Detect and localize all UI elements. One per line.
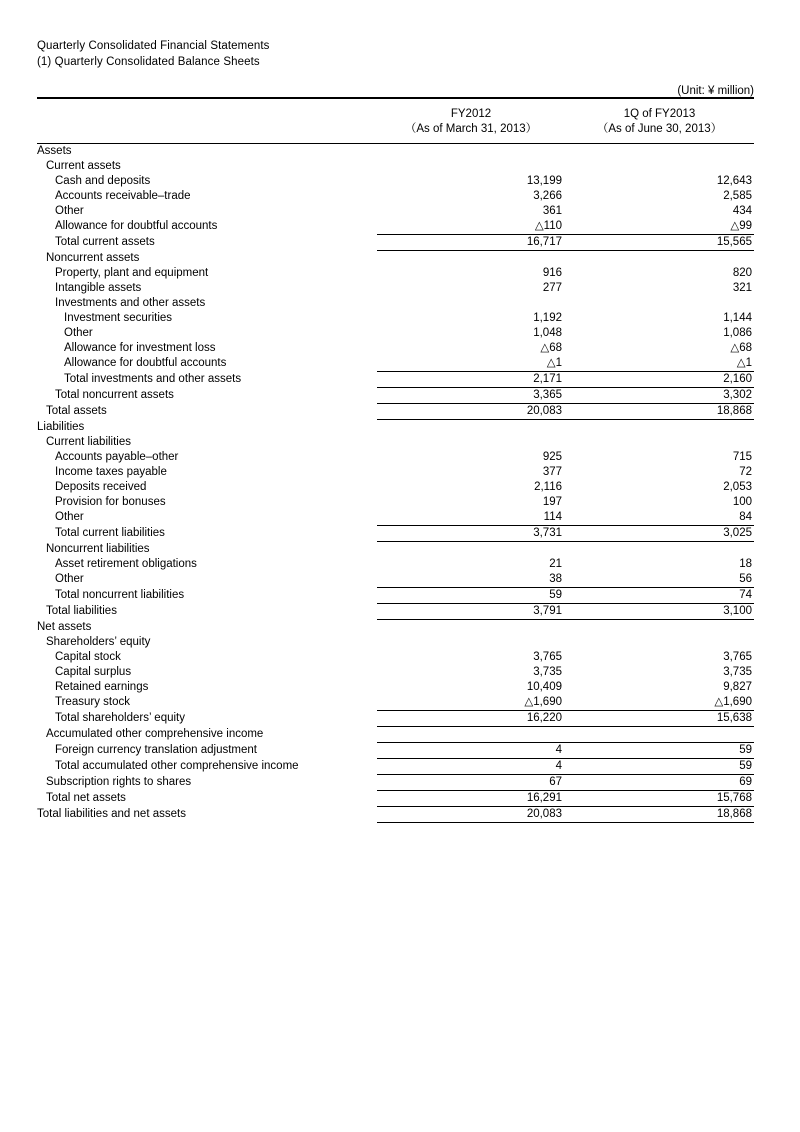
row-value-fy2012 — [377, 251, 565, 267]
row-label: Total current liabilities — [55, 527, 165, 539]
table-row — [37, 372, 754, 388]
row-value-1q-fy2013: △1 — [736, 357, 752, 369]
row-value-fy2012 — [377, 435, 565, 450]
row-value-1q-fy2013 — [565, 251, 754, 267]
row-label: Total current assets — [55, 236, 155, 248]
row-value-fy2012: 2,171 — [377, 372, 565, 388]
row-value-1q-fy2013 — [565, 635, 754, 650]
column-header-fy2012-title: FY2012 — [450, 108, 492, 120]
row-value-1q-fy2013 — [565, 542, 754, 558]
row-value-fy2012 — [377, 420, 565, 436]
row-value-fy2012: 16,220 — [377, 711, 565, 727]
row-value-fy2012: 114 — [543, 511, 562, 523]
column-header-1q-fy2013-date: （As of June 30, 2013） — [596, 123, 723, 135]
table-row — [37, 388, 754, 404]
row-value-fy2012: 916 — [542, 267, 562, 279]
row-label: Allowance for doubtful accounts — [55, 220, 218, 233]
row-label: Intangible assets — [55, 282, 142, 294]
row-label: Cash and deposits — [55, 175, 151, 187]
row-value-1q-fy2013: 820 — [732, 267, 752, 279]
table-row — [37, 542, 754, 558]
row-value-fy2012: 16,291 — [377, 791, 565, 807]
row-value-1q-fy2013: △1,690 — [714, 696, 752, 708]
table-row — [37, 791, 754, 807]
table-row — [37, 775, 754, 791]
row-value-fy2012 — [377, 144, 565, 159]
table-row — [37, 807, 754, 823]
row-value-fy2012: 1,048 — [533, 327, 562, 339]
balance-sheet-table — [37, 97, 754, 823]
row-label: Total accumulated other comprehensive income — [55, 760, 299, 772]
row-value-1q-fy2013: 59 — [565, 759, 754, 775]
column-header-label-blank — [37, 99, 377, 144]
row-value-fy2012 — [377, 542, 565, 558]
table-row — [37, 204, 754, 219]
row-value-1q-fy2013: 3,025 — [565, 526, 754, 542]
row-value-1q-fy2013 — [565, 727, 754, 743]
row-value-1q-fy2013: 15,638 — [565, 711, 754, 727]
row-label: Treasury stock — [55, 696, 130, 709]
row-value-fy2012: 377 — [542, 466, 562, 478]
table-row — [37, 219, 754, 235]
row-value-fy2012: 925 — [542, 451, 562, 463]
row-value-1q-fy2013: △99 — [730, 220, 752, 232]
row-label: Investments and other assets — [55, 297, 206, 309]
column-header-1q-fy2013-title: 1Q of FY2013 — [623, 108, 696, 120]
table-row — [37, 695, 754, 711]
row-value-1q-fy2013: 12,643 — [716, 175, 752, 187]
row-value-1q-fy2013: △68 — [730, 342, 752, 354]
row-value-1q-fy2013: 321 — [732, 282, 752, 294]
table-row — [37, 588, 754, 604]
row-value-fy2012: 13,199 — [526, 175, 562, 187]
row-value-1q-fy2013 — [565, 159, 754, 174]
row-value-fy2012: 20,083 — [377, 807, 565, 823]
row-value-1q-fy2013: 3,100 — [565, 604, 754, 620]
table-header — [37, 98, 754, 144]
row-value-1q-fy2013: 2,160 — [565, 372, 754, 388]
table-row — [37, 404, 754, 420]
table-row — [37, 665, 754, 680]
row-label: Noncurrent liabilities — [46, 542, 150, 555]
table-row — [37, 510, 754, 526]
row-value-fy2012: △110 — [534, 220, 562, 232]
document-titles — [37, 38, 637, 70]
row-value-fy2012: 4 — [377, 743, 565, 759]
table-row — [37, 680, 754, 695]
table-row — [37, 604, 754, 620]
row-label: Total shareholders’ equity — [55, 712, 185, 724]
row-value-1q-fy2013: 9,827 — [723, 681, 752, 693]
row-label: Accumulated other comprehensive income — [46, 728, 264, 740]
row-value-1q-fy2013 — [565, 435, 754, 450]
row-value-fy2012: 20,083 — [377, 404, 565, 420]
row-label: Investment securities — [64, 312, 173, 324]
table-row — [37, 572, 754, 588]
row-value-fy2012: 3,365 — [377, 388, 565, 404]
row-value-1q-fy2013: 72 — [739, 466, 752, 478]
table-row — [37, 450, 754, 465]
row-label: Other — [55, 205, 84, 217]
page-title: Quarterly Consolidated Financial Statements — [37, 40, 270, 52]
row-value-fy2012: 3,735 — [533, 666, 562, 678]
table-row — [37, 465, 754, 480]
table-row — [37, 326, 754, 341]
row-value-1q-fy2013: 1,144 — [723, 312, 752, 324]
row-value-fy2012: △1 — [546, 357, 562, 369]
table-row — [37, 296, 754, 311]
row-label: Total liabilities — [46, 605, 117, 617]
row-value-1q-fy2013: 2,053 — [723, 481, 752, 493]
table-row — [37, 174, 754, 189]
column-header-1q-fy2013 — [565, 99, 754, 144]
row-label: Deposits received — [55, 481, 147, 493]
row-value-fy2012: 3,266 — [533, 190, 562, 202]
row-label: Foreign currency translation adjustment — [55, 744, 257, 756]
row-label: Capital surplus — [55, 666, 132, 678]
row-value-fy2012: 2,116 — [534, 481, 562, 493]
row-label: Total investments and other assets — [64, 373, 242, 385]
row-label: Asset retirement obligations — [55, 558, 197, 570]
row-value-1q-fy2013: 15,565 — [565, 235, 754, 251]
row-value-fy2012 — [377, 620, 565, 636]
row-value-1q-fy2013 — [565, 144, 754, 159]
row-value-1q-fy2013: 84 — [739, 511, 752, 523]
row-label: Subscription rights to shares — [46, 776, 192, 788]
row-label: Assets — [37, 145, 72, 157]
table-row — [37, 251, 754, 267]
table-row — [37, 480, 754, 495]
row-label: Total assets — [46, 405, 107, 417]
column-header-fy2012-date: （As of March 31, 2013） — [404, 123, 538, 135]
row-label: Property, plant and equipment — [55, 267, 209, 279]
row-label: Other — [55, 511, 84, 524]
row-value-fy2012 — [377, 296, 565, 311]
row-label: Accounts receivable–trade — [55, 190, 191, 202]
table-row — [37, 435, 754, 450]
row-value-1q-fy2013: 715 — [732, 451, 752, 463]
table-row — [37, 620, 754, 636]
row-value-1q-fy2013: 1,086 — [723, 327, 752, 339]
row-value-fy2012: 38 — [549, 573, 562, 585]
table-row — [37, 743, 754, 759]
row-label: Allowance for doubtful accounts — [64, 357, 227, 370]
row-label: Total net assets — [46, 792, 126, 804]
row-value-1q-fy2013: 3,735 — [723, 666, 752, 678]
row-value-1q-fy2013: 15,768 — [565, 791, 754, 807]
header-labels-row — [37, 99, 754, 144]
row-value-1q-fy2013 — [565, 620, 754, 636]
row-value-1q-fy2013: 3,765 — [723, 651, 752, 663]
row-label: Net assets — [37, 620, 92, 633]
row-value-1q-fy2013: 434 — [732, 205, 752, 217]
row-label: Other — [64, 327, 93, 339]
row-value-fy2012: 67 — [377, 775, 565, 791]
table-row — [37, 281, 754, 296]
row-value-1q-fy2013: 74 — [565, 588, 754, 604]
page-subtitle: (1) Quarterly Consolidated Balance Sheets — [37, 56, 260, 68]
table-row — [37, 266, 754, 281]
table-row — [37, 189, 754, 204]
row-value-1q-fy2013 — [565, 296, 754, 311]
table-row — [37, 650, 754, 665]
table-row — [37, 356, 754, 372]
row-value-1q-fy2013: 18,868 — [565, 807, 754, 823]
row-value-fy2012: 21 — [549, 558, 562, 570]
row-label: Capital stock — [55, 651, 121, 663]
table-row — [37, 341, 754, 356]
table-row — [37, 727, 754, 743]
row-label: Accounts payable–other — [55, 451, 179, 463]
row-label: Total liabilities and net assets — [37, 808, 186, 820]
row-value-1q-fy2013: 69 — [565, 775, 754, 791]
row-value-1q-fy2013 — [565, 420, 754, 436]
row-value-fy2012: 10,409 — [526, 681, 562, 693]
row-value-fy2012: 3,791 — [377, 604, 565, 620]
row-value-fy2012: 197 — [542, 496, 562, 508]
row-value-1q-fy2013: 18,868 — [565, 404, 754, 420]
row-value-fy2012: 277 — [542, 282, 562, 294]
table-body — [37, 144, 754, 823]
table-row — [37, 557, 754, 572]
row-value-fy2012 — [377, 159, 565, 174]
row-label: Other — [55, 573, 84, 586]
table-row — [37, 159, 754, 174]
table-row — [37, 526, 754, 542]
row-value-fy2012 — [377, 635, 565, 650]
row-label: Current liabilities — [46, 436, 132, 448]
row-value-fy2012: 4 — [377, 759, 565, 775]
row-label: Allowance for investment loss — [64, 342, 216, 354]
row-value-1q-fy2013: 56 — [739, 573, 752, 585]
balance-sheet-table-wrapper — [37, 97, 754, 823]
table-row — [37, 495, 754, 510]
row-value-fy2012: 3,765 — [533, 651, 562, 663]
row-value-1q-fy2013: 2,585 — [723, 190, 752, 202]
row-value-fy2012: 361 — [542, 205, 562, 217]
row-value-1q-fy2013: 59 — [565, 743, 754, 759]
row-label: Total noncurrent liabilities — [55, 589, 185, 601]
row-label: Noncurrent assets — [46, 251, 140, 264]
row-label: Total noncurrent assets — [55, 389, 174, 401]
unit-note: (Unit: ¥ million) — [677, 85, 754, 97]
row-value-fy2012: △1,690 — [524, 696, 562, 708]
row-value-fy2012: 59 — [377, 588, 565, 604]
row-label: Retained earnings — [55, 681, 149, 693]
row-value-1q-fy2013: 100 — [732, 496, 752, 508]
row-value-fy2012: 1,192 — [533, 312, 562, 324]
row-label: Shareholders’ equity — [46, 636, 151, 648]
table-row — [37, 635, 754, 650]
row-value-1q-fy2013: 3,302 — [565, 388, 754, 404]
row-label: Income taxes payable — [55, 466, 167, 478]
table-row — [37, 235, 754, 251]
table-row — [37, 711, 754, 727]
row-label: Liabilities — [37, 420, 85, 433]
row-label: Provision for bonuses — [55, 496, 166, 508]
table-row — [37, 144, 754, 159]
row-value-fy2012: △68 — [540, 342, 562, 354]
table-row — [37, 311, 754, 326]
row-value-fy2012: 3,731 — [377, 526, 565, 542]
column-header-fy2012 — [377, 99, 565, 144]
table-row — [37, 759, 754, 775]
row-label: Current assets — [46, 160, 121, 172]
row-value-1q-fy2013: 18 — [739, 558, 752, 570]
row-value-fy2012 — [377, 727, 565, 743]
row-value-fy2012: 16,717 — [377, 235, 565, 251]
table-row — [37, 420, 754, 436]
